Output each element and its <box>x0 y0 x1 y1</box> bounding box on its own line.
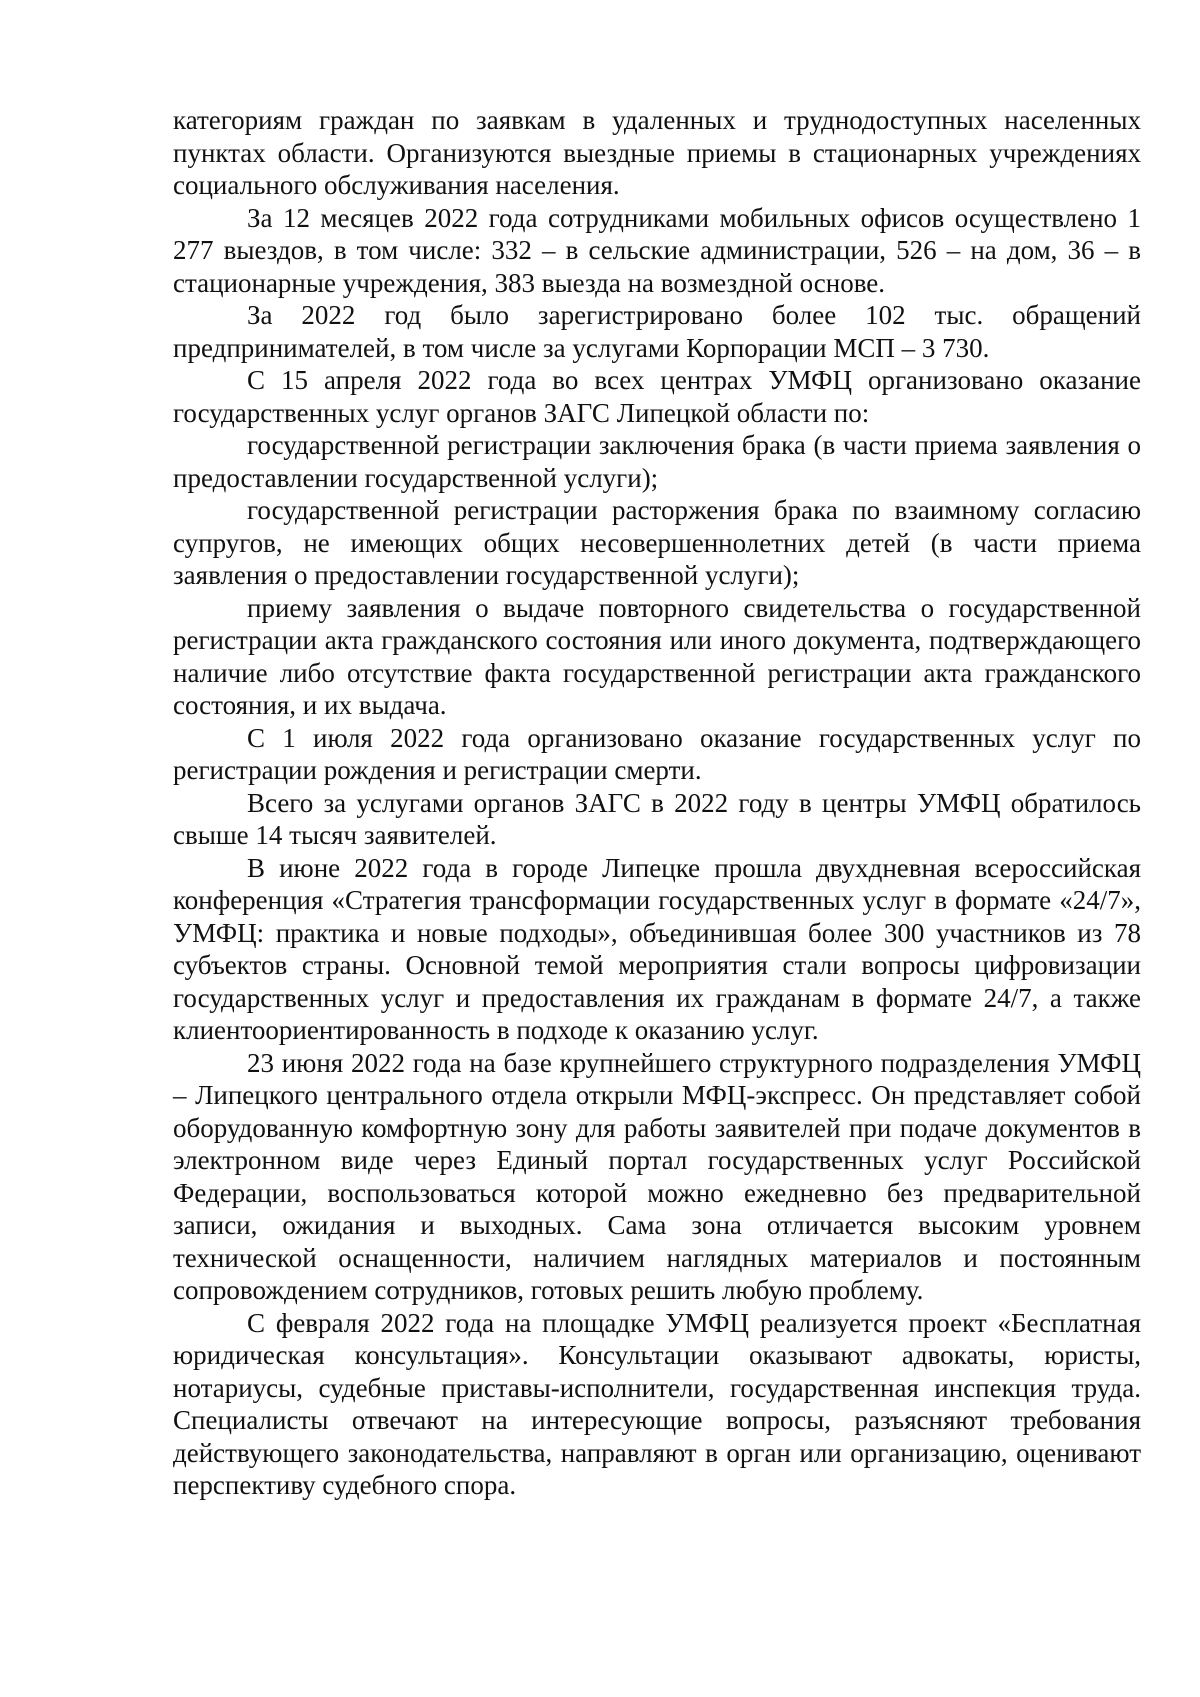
paragraph-legal-consultation: С февраля 2022 года на площадке УМФЦ реализуется проект «Бесплатная юридическая консультация». Консультации оказывают адвокаты, юристы, нотариусы, судебные приставы-исполнители, государственная инспекция труда. Специалисты отвечают на интересующие вопросы, разъясняют требования действующего законодательства, направляют в орган или организацию, оценивают перспективу судебного спора. <box>173 1307 1141 1500</box>
paragraph-divorce-registration: государственной регистрации расторжения брака по взаимному согласию супругов, не имеющих общих несовершеннолетних детей (в части приема заявления о предоставлении государственной услуги); <box>173 495 1141 590</box>
paragraph-birth-death-registration: С 1 июля 2022 года организовано оказание государственных услуг по регистрации рождения и регистрации смерти. <box>173 722 1141 785</box>
document-page <box>173 104 1141 1502</box>
paragraph-continuation: категориям граждан по заявкам в удаленных и труднодоступных населенных пунктах области. Организуются выездные приемы в стационарных учреждениях социального обслуживания населения. <box>173 105 1141 200</box>
paragraph-mfc-express: 23 июня 2022 года на базе крупнейшего структурного подразделения УМФЦ – Липецкого центрального отдела открыли МФЦ-экспресс. Он представляет собой оборудованную комфортную зону для работы заявителей при подаче документов в электронном виде через Единый портал государственных услуг Российской Федерации, воспользоваться которой можно ежедневно без предварительной записи, ожидания и выходных. Сама зона отличается высоким уровнем технической оснащенности, наличием наглядных материалов и постоянным сопровождением сотрудников, готовых решить любую проблему. <box>173 1047 1141 1305</box>
paragraph-repeat-certificate: приему заявления о выдаче повторного свидетельства о государственной регистрации акта гражданского состояния или иного документа, подтверждающего наличие либо отсутствие факта государственной регистрации акта гражданского состояния, и их выдача. <box>173 592 1141 720</box>
paragraph-entrepreneurs: За 2022 год было зарегистрировано более 102 тыс. обращений предпринимателей, в том числе за услугами Корпорации МСП – 3 730. <box>173 300 1141 363</box>
paragraph-marriage-registration: государственной регистрации заключения брака (в части приема заявления о предоставлении государственной услуги); <box>173 430 1141 493</box>
paragraph-conference: В июне 2022 года в городе Липецке прошла двухдневная всероссийская конференция «Стратегия трансформации государственных услуг в формате «24/7», УМФЦ: практика и новые подходы», объединившая более 300 участников из 78 субъектов страны. Основной темой мероприятия стали вопросы цифровизации государственных услуг и предоставления их гражданам в формате 24/7, а также клиентоориентированность в подходе к оказанию услуг. <box>173 852 1141 1045</box>
paragraph-mobile-offices: За 12 месяцев 2022 года сотрудниками мобильных офисов осуществлено 1 277 выездов, в том числе: 332 – в сельские администрации, 526 – на дом, 36 – в стационарные учреждения, 383 выезда на возмездной основе. <box>173 202 1141 298</box>
paragraph-zags-services: С 15 апреля 2022 года во всех центрах УМФЦ организовано оказание государственных услуг органов ЗАГС Липецкой области по: <box>173 365 1141 428</box>
paragraph-zags-total: Всего за услугами органов ЗАГС в 2022 году в центры УМФЦ обратилось свыше 14 тысяч заявителей. <box>173 787 1141 850</box>
